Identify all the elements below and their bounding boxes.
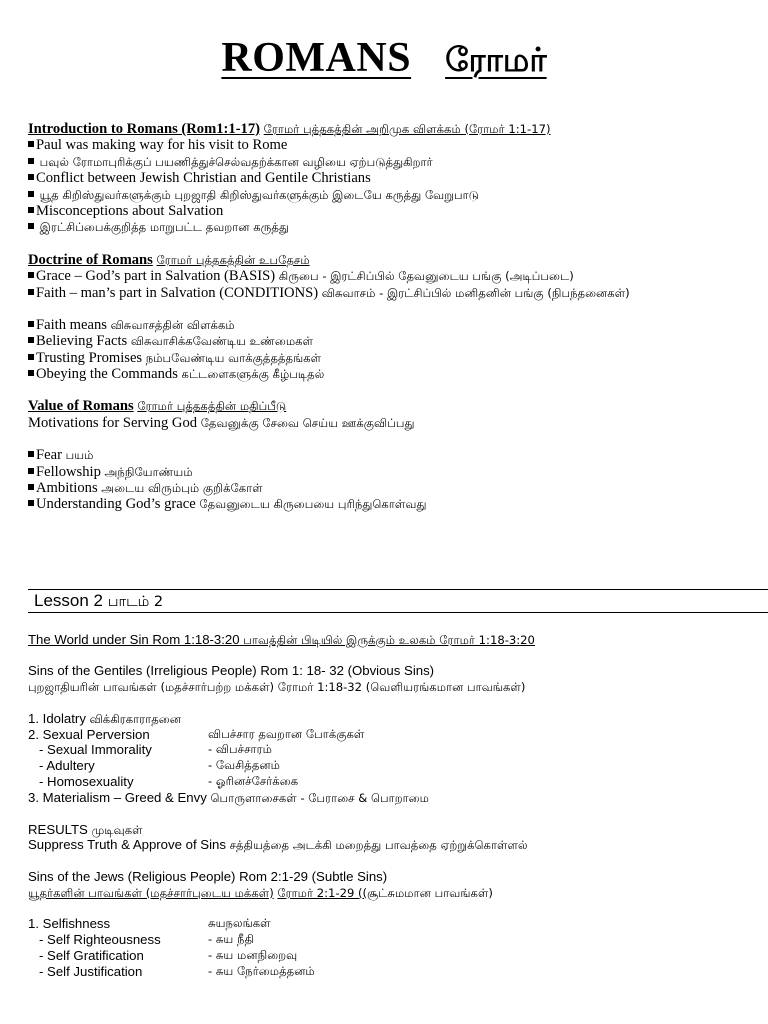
list-item: Grace – God’s part in Salvation (BASIS) கிருபை - இரட்சிப்பில் தேவனுடைய பங்கு (அடிப்படை) xyxy=(28,268,748,284)
list-item: Ambitions அடைய விரும்பும் குறிக்கோள் xyxy=(28,480,748,496)
bullet-icon xyxy=(28,174,34,180)
list-item: Obeying the Commands கட்டளைகளுக்கு கீழ்படிதல் xyxy=(28,366,748,382)
title-tamil: ரோமர் xyxy=(445,40,547,79)
list-item: யூத கிறிஸ்துவர்களுக்கும் புறஜாதி கிறிஸ்துவர்களுக்கும் இடையே கருத்து வேறுபாடு xyxy=(28,187,748,203)
lesson-title: Lesson 2 பாடம் 2 xyxy=(34,591,164,610)
list-item: - Adultery - வேசித்தனம் xyxy=(28,758,280,774)
bullet-icon xyxy=(28,158,34,164)
romans-overview xyxy=(28,121,748,513)
list-item: Believing Facts விசுவாசிக்கவேண்டிய உண்மைகள் xyxy=(28,333,748,349)
value-heading: Value of Romans ரோமர் புத்தகத்தின் மதிப்பீடு xyxy=(28,398,287,415)
intro-heading: Introduction to Romans (Rom1:1-17) ரோமர் புத்தகத்தின் அறிமுக விளக்கம் (ரோமர் 1:1-17) xyxy=(28,121,551,137)
jews-heading: Sins of the Jews (Religious People) Rom 2:1-29 (Subtle Sins) xyxy=(28,868,388,884)
bullet-icon xyxy=(28,191,34,197)
list-item: Conflict between Jewish Christian and Gentile Christians xyxy=(28,170,748,186)
list-item: Paul was making way for his visit to Rome xyxy=(28,137,748,153)
page-title xyxy=(0,34,768,84)
lesson-header xyxy=(28,589,768,613)
list-item: 2. Sexual Perversion விபச்சார தவறான போக்குகள் xyxy=(28,726,365,742)
bullet-icon xyxy=(28,451,34,457)
gentiles-heading-tamil: புறஜாதியரின் பாவங்கள் (மதச்சார்பற்ற மக்கள்) ரோமர் 1:18-32 (வெளியரங்கமான பாவங்கள்) xyxy=(28,680,526,695)
bullet-icon xyxy=(28,337,34,343)
list-item: Understanding God’s grace தேவனுடைய கிருபையை புரிந்துகொள்வது xyxy=(28,496,748,512)
bullet-icon xyxy=(28,354,34,360)
bullet-icon xyxy=(28,500,34,506)
bullet-icon xyxy=(28,207,34,213)
doctrine-heading: Doctrine of Romans ரோமர் புத்தகத்தின் உபதேசம் xyxy=(28,251,310,268)
list-item: Faith means விசுவாசத்தின் விளக்கம் xyxy=(28,317,748,333)
bullet-icon xyxy=(28,272,34,278)
list-item: 3. Materialism – Greed & Envy பொருளாசைகள் - பேராசை & பொறாமை xyxy=(28,790,429,806)
title-english: ROMANS xyxy=(221,35,412,81)
list-item: Faith – man’s part in Salvation (CONDITIONS) விசுவாசம் - இரட்சிப்பில் மனிதனின் பங்கு (நிபந்தனைகள்) xyxy=(28,285,748,301)
list-item: 1. Idolatry விக்கிரகாராதனை xyxy=(28,710,181,726)
list-item: இரட்சிப்பைக்குறித்த மாறுபட்ட தவறான கருத்து xyxy=(28,219,748,235)
list-item: Misconceptions about Salvation xyxy=(28,203,748,219)
bullet-icon xyxy=(28,321,34,327)
results-heading: RESULTS முடிவுகள் xyxy=(28,821,143,837)
list-item: Trusting Promises நம்பவேண்டிய வாக்குத்தத்தங்கள் xyxy=(28,350,748,366)
bullet-icon xyxy=(28,289,34,295)
bullet-icon xyxy=(28,468,34,474)
list-item: - Homosexuality - ஓரினச்சேர்க்கை xyxy=(28,774,299,790)
world-heading: The World under Sin Rom 1:18-3:20 பாவத்தின் பிடியில் இருக்கும் உலகம் ரோமர் 1:18-3:20 xyxy=(28,632,535,647)
bullet-icon xyxy=(28,484,34,490)
list-item: 1. Selfishness சுயநலங்கள் xyxy=(28,916,271,932)
value-motivation: Motivations for Serving God தேவனுக்கு சேவை செய்ய ஊக்குவிப்பது xyxy=(28,414,415,431)
list-item: - Sexual Immorality - விபச்சாரம் xyxy=(28,742,272,758)
bullet-icon xyxy=(28,370,34,376)
list-item: Fear பயம் xyxy=(28,447,748,463)
list-item: - Self Gratification - சுய மனநிறைவு xyxy=(28,947,298,963)
bullet-icon xyxy=(28,223,34,229)
list-item: பவுல் ரோமாபுரிக்குப் பயணித்துச்செல்வதற்க்கான வழியை ஏற்படுத்துகிறார் xyxy=(28,154,748,170)
list-item: - Self Justification - சுய நேர்மைத்தனம் xyxy=(28,963,315,979)
bullet-icon xyxy=(28,141,34,147)
lesson-content xyxy=(28,632,758,980)
list-item: Fellowship அந்நியோண்யம் xyxy=(28,464,748,480)
jews-heading-tamil: யூதர்களின் பாவங்கள் (மதச்சார்புடைய மக்கள்) ரோமர் 2:1-29 ((சூட்சுமமான பாவங்கள்) xyxy=(28,885,493,900)
results-text: Suppress Truth & Approve of Sins சத்தியத்தை அடக்கி மறைத்து பாவத்தை ஏற்றுக்கொள்ளல் xyxy=(28,837,528,853)
list-item: - Self Righteousness - சுய நீதி xyxy=(28,931,254,947)
gentiles-heading: Sins of the Gentiles (Irreligious People) Rom 1: 18- 32 (Obvious Sins) xyxy=(28,663,435,679)
